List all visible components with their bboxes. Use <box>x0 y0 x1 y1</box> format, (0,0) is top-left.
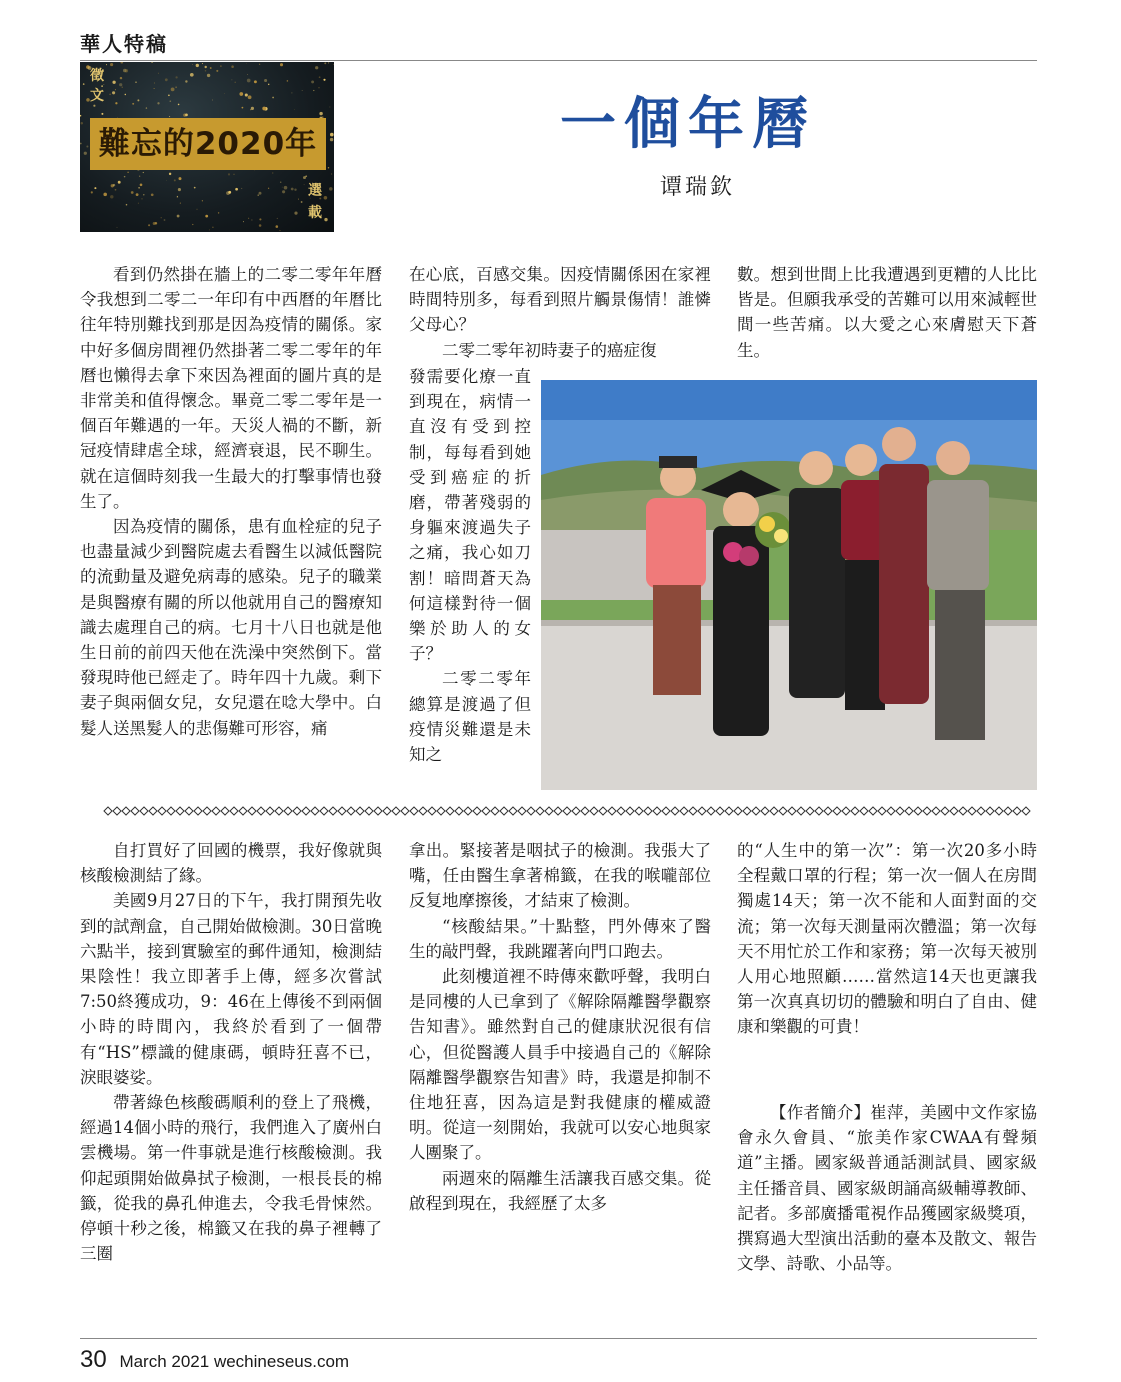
paragraph: “核酸結果。”十點整，門外傳來了醫生的敲門聲，我跳躍著向門口跑去。 <box>409 916 711 961</box>
author-bio-text: 【作者簡介】崔萍，美國中文作家協會永久會員、“旅美作家CWAA有聲頻道”主播。國家級普通話測試員、國家級主任播音員、國家級朗誦高級輔導教師、記者。多部廣播電視作品獲國家級獎項，撰寫過大型演出活動的臺本及散文、報告文學、詩歌、小品等。 <box>737 1103 1037 1274</box>
bouquet <box>755 512 791 548</box>
issue-date: March 2021 <box>119 1352 210 1371</box>
paragraph: 的“人生中的第一次”：第一次20多小時全程戴口罩的行程；第一次一個人在房間獨處14天；第一次不能和人面對面的交流；第一次每天測量兩次體溫；第一次每天不用忙於工作和家務；第一次每天被別人用心地照顧……當然這14天也更讓我第一次真真切切的體驗和明白了自由、健康和樂觀的可貴！ <box>737 841 1037 1037</box>
article-column-1 <box>80 262 382 741</box>
page-footer <box>80 1346 349 1374</box>
website: wechineseus.com <box>213 1352 350 1371</box>
banner-image <box>80 62 334 232</box>
family-photo <box>541 380 1037 790</box>
article-author: 谭瑞欽 <box>660 175 736 200</box>
article-column-2 <box>409 262 711 363</box>
paragraph: 拿出。緊接著是咽拭子的檢測。我張大了嘴，任由醫生拿著棉籤，在我的喉嚨部位反复地摩擦後，才結束了檢測。 <box>409 841 711 911</box>
author-bio <box>737 1100 1037 1276</box>
paragraph: 兩週來的隔離生活讓我百感交集。從啟程到現在，我經歷了太多 <box>409 1168 711 1213</box>
graduation-photo-illustration <box>541 380 1037 790</box>
paragraph: 看到仍然掛在牆上的二零二零年年曆令我想到二零二一年印有中西曆的年曆比往年特別難找到那是因為疫情的關係。家中好多個房間裡仍然掛著二零二零年的年曆也懶得去拿下來因為裡面的圖片真的是非常美和值得懷念。畢竟二零二零年是一個百年難遇的一年。天災人禍的不斷，新冠疫情肆虐全球，經濟衰退，民不聊生。就在這個時刻我一生最大的打擊事情也發生了。 <box>80 265 382 511</box>
paragraph: 在心底，百感交集。因疫情關係困在家裡時間特別多，每看到照片觸景傷情！誰憐父母心？ <box>409 265 711 335</box>
paragraph: 發需要化療一直到現在，病情一直沒有受到控制，每每看到她受到癌症的折磨，帶著殘弱的身軀來渡過失子之痛，我心如刀割！暗問蒼天為何這樣對待一個樂於助人的女子？ <box>409 367 531 664</box>
section-divider <box>100 804 1032 818</box>
second-article-column-3 <box>737 838 1037 1040</box>
paragraph: 數。想到世間上比我遭遇到更糟的人比比皆是。但願我承受的苦難可以用來減輕世間一些苦痛。以大愛之心來膚慰天下蒼生。 <box>737 265 1037 360</box>
paragraph: 此刻樓道裡不時傳來歡呼聲，我明白是同樓的人已拿到了《解除隔離醫學觀察告知書》。雖然對自己的健康狀況很有信心，但從醫護人員手中接過自己的《解除隔離醫學觀察告知書》時，我還是抑制不住地狂喜，因為這是對我健康的權威證明。從這一刻開始，我就可以安心地與家人團聚了。 <box>409 967 711 1163</box>
paragraph: 二零二零年初時妻子的癌症復 <box>442 340 657 360</box>
bottom-divider <box>80 1338 1037 1339</box>
article-column-2-narrow <box>409 364 531 767</box>
person-5 <box>879 427 929 704</box>
paragraph: 美國9月27日的下午，我打開預先收到的試劑盒，自己開始做檢測。30日當晚六點半，接到實驗室的郵件通知，檢測結果陰性！我立即著手上傳，經多次嘗試7:50終獲成功，9：46在上傳後不到兩個小時的時間內，我終於看到了一個帶有“HS”標識的健康碼，頓時狂喜不已，淚眼婆娑。 <box>80 891 382 1087</box>
second-article-column-2 <box>409 838 711 1216</box>
second-article-column-1 <box>80 838 382 1266</box>
page-number: 30 <box>80 1346 107 1373</box>
paragraph: 自打買好了回國的機票，我好像就與核酸檢測結了緣。 <box>80 841 382 886</box>
article-title: 一個年曆 <box>560 92 816 157</box>
paragraph: 帶著綠色核酸碼順利的登上了飛機，經過14個小時的飛行，我們進入了廣州白雲機場。第一件事就是進行核酸檢測。我仰起頭開始做鼻拭子檢測，一根長長的棉籤，從我的鼻孔伸進去，令我毛骨悚然。停頓十秒之後，棉籤又在我的鼻子裡轉了三圈 <box>80 1093 382 1264</box>
person-3 <box>789 451 845 698</box>
section-label: 華人特稿 <box>80 32 168 56</box>
banner-xuan-zai: 選 載 <box>308 183 322 221</box>
banner-main-text: 難忘的2020年 <box>90 118 326 170</box>
article-column-3 <box>737 262 1037 363</box>
banner-zheng-wen: 徵 文 <box>90 68 104 104</box>
paragraph: 二零二零年總算是渡過了但疫情災難還是未知之 <box>409 669 531 765</box>
top-divider <box>80 60 1037 61</box>
paragraph: 因為疫情的關係，患有血栓症的兒子也盡量減少到醫院處去看醫生以減低醫院的流動量及避免病毒的感染。兒子的職業是與醫療有關的所以他就用自己的醫療知識去處理自己的病。七月十八日也就是他生日前的前四天他在洗澡中突然倒下。當發現時他已經走了。時年四十九歲。剩下妻子與兩個女兒，女兒還在唸大學中。白髮人送黑髮人的悲傷難可形容，痛 <box>80 517 382 738</box>
person-6 <box>927 441 989 740</box>
